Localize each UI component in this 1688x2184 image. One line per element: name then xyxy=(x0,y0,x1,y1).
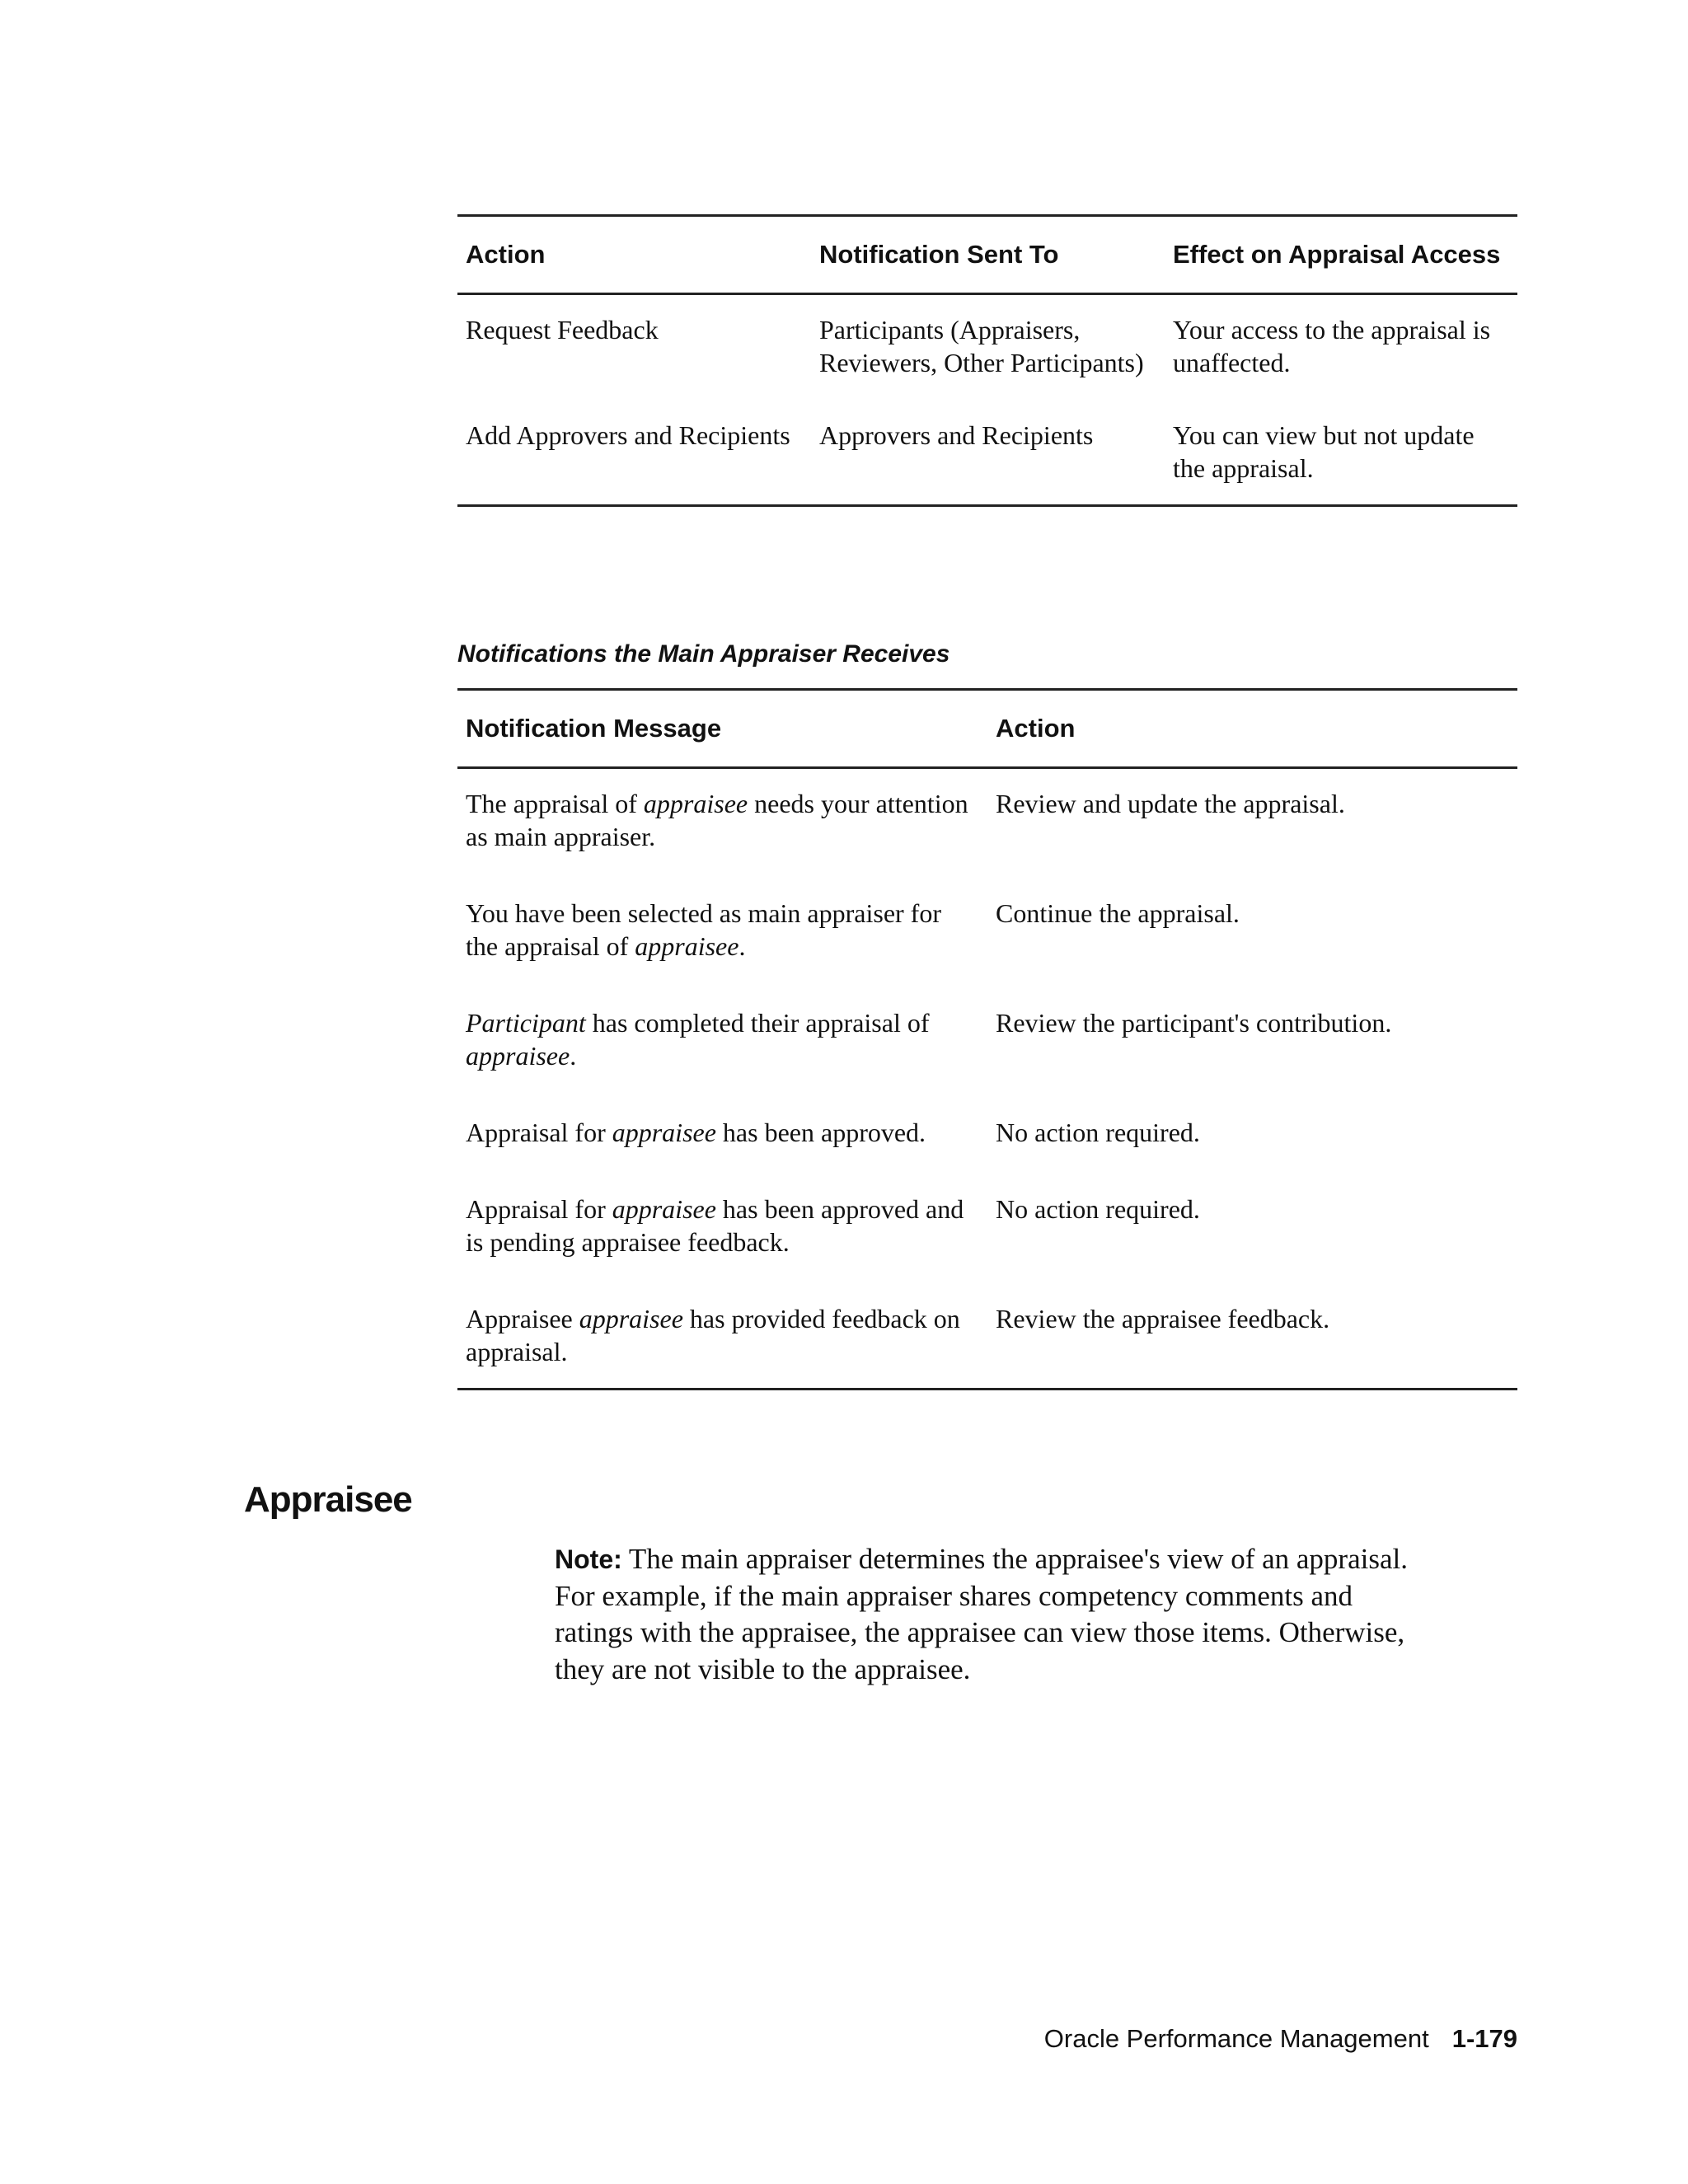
table-header-row xyxy=(457,690,1517,768)
page-number: 1-179 xyxy=(1451,2024,1517,2053)
access-effects-table xyxy=(457,214,1517,507)
page-footer xyxy=(1044,2024,1517,2054)
notification-message-cell: The appraisal of appraisee needs your attention as main appraiser. xyxy=(466,789,968,851)
footer-title: Oracle Performance Management xyxy=(1043,2024,1429,2053)
table-row xyxy=(457,294,1517,419)
note-text: The main appraiser determines the appraisee's view of an appraisal. For example, if the main appraiser shares competency comments and ratings with the appraisee, the appraisee can view those items. Otherwise, they are not visible to the appraisee. xyxy=(555,1543,1408,1685)
column-header-effect-on-access: Effect on Appraisal Access xyxy=(1165,216,1517,294)
notification-message-cell: Appraisal for appraisee has been approved. xyxy=(466,1118,926,1147)
notification-message-cell: You have been selected as main appraiser for the appraisal of appraisee. xyxy=(466,898,941,961)
action-cell: Review the participant's contribution. xyxy=(996,1008,1392,1038)
table-cell: Add Approvers and Recipients xyxy=(457,419,811,506)
main-appraiser-notifications-table xyxy=(457,688,1517,1390)
notification-message-cell: Participant has completed their appraisal of appraisee. xyxy=(466,1008,930,1071)
action-cell: No action required. xyxy=(996,1118,1200,1147)
column-header-notification-sent-to: Notification Sent To xyxy=(811,216,1165,294)
table-cell: Request Feedback xyxy=(466,315,659,344)
table-caption: Notifications the Main Appraiser Receives xyxy=(457,640,950,668)
table-row xyxy=(457,1006,1517,1116)
table-cell: You can view but not update the appraisal. xyxy=(1165,419,1517,506)
column-header-action: Action xyxy=(457,216,811,294)
table-row xyxy=(457,768,1517,898)
table-row xyxy=(457,1302,1517,1390)
note-paragraph xyxy=(555,1541,1428,1688)
note-label: Note: xyxy=(555,1544,622,1574)
action-cell: No action required. xyxy=(996,1194,1200,1224)
column-header-notification-message: Notification Message xyxy=(457,690,987,768)
table-row xyxy=(457,419,1517,506)
action-cell: Review and update the appraisal. xyxy=(996,789,1345,818)
section-heading: Appraisee xyxy=(244,1479,412,1520)
table-row xyxy=(457,897,1517,1006)
notification-message-cell: Appraisee appraisee has provided feedback on appraisal. xyxy=(457,1302,987,1390)
table-row xyxy=(457,1193,1517,1302)
action-cell: Review the appraisee feedback. xyxy=(987,1302,1517,1390)
notification-message-cell: Appraisal for appraisee has been approved and is pending appraisee feedback. xyxy=(466,1194,964,1257)
table-cell: Participants (Appraisers, Reviewers, Other Participants) xyxy=(819,315,1144,377)
column-header-action: Action xyxy=(987,690,1517,768)
table-header-row xyxy=(457,216,1517,294)
table-cell: Approvers and Recipients xyxy=(811,419,1165,506)
table-cell: Your access to the appraisal is unaffected. xyxy=(1173,315,1491,377)
action-cell: Continue the appraisal. xyxy=(996,898,1240,928)
table-row xyxy=(457,1116,1517,1193)
